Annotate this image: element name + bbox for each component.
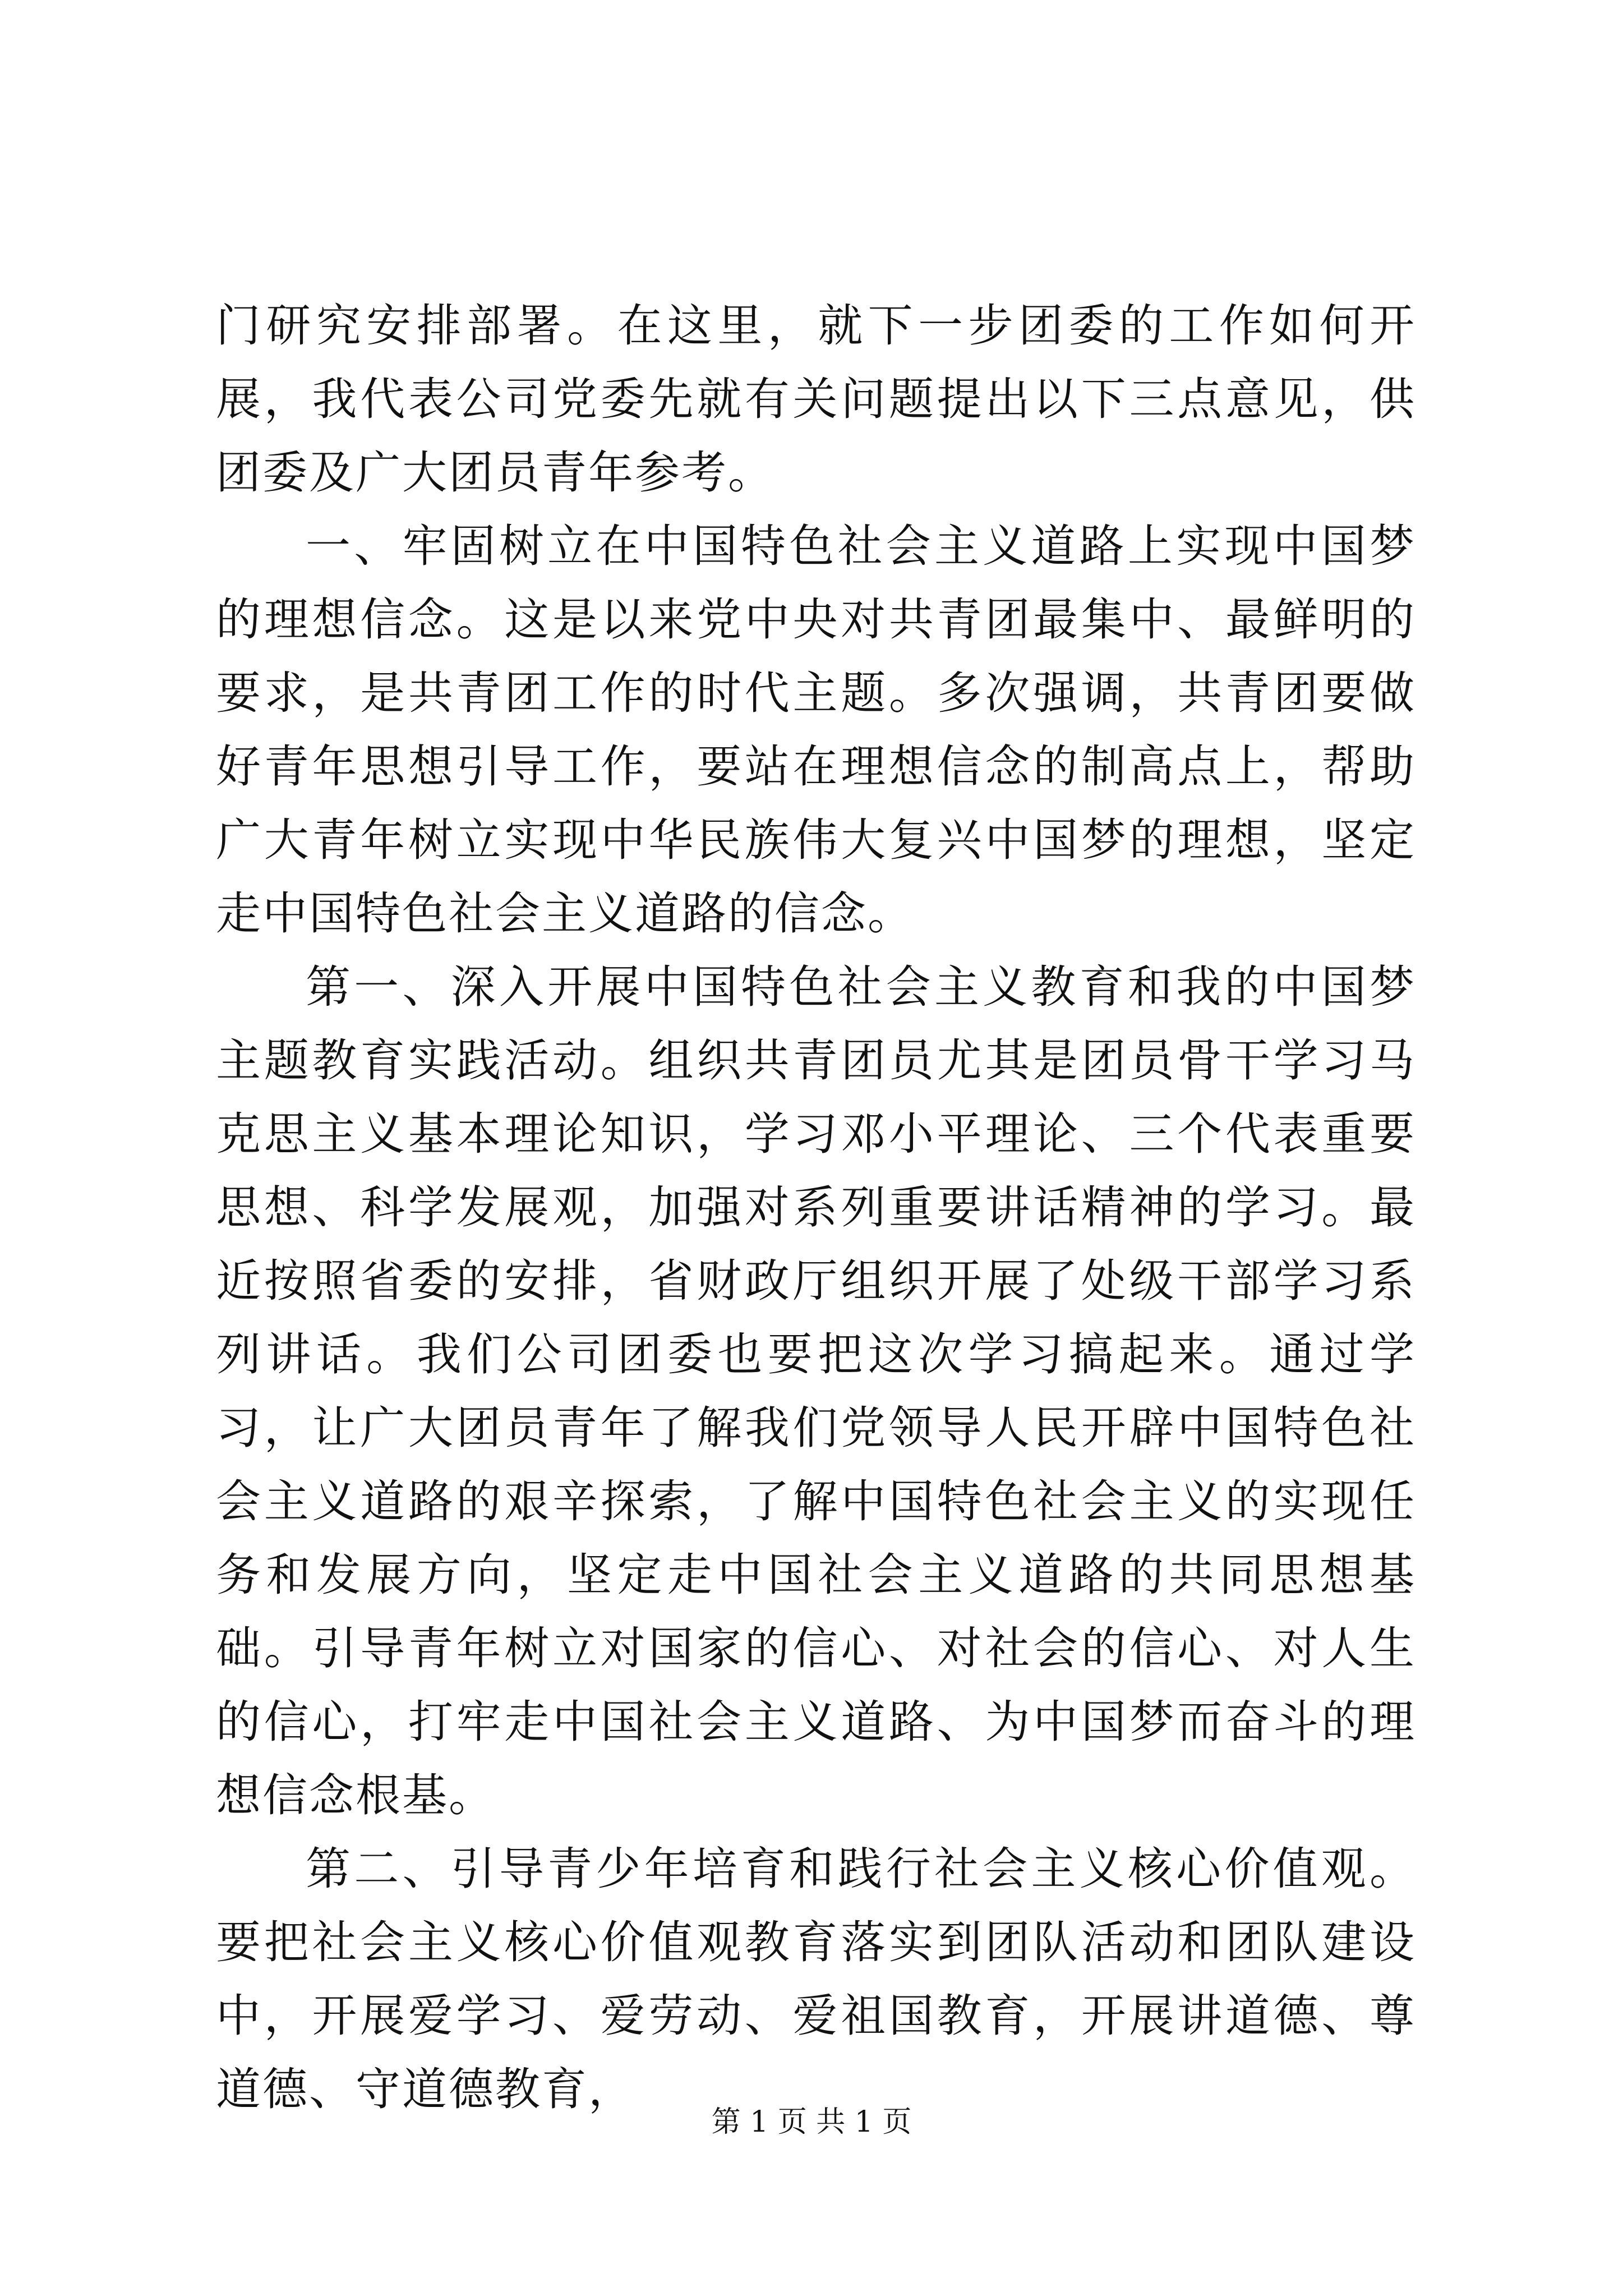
paragraph-first-item: 第一、深入开展中国特色社会主义教育和我的中国梦主题教育实践活动。组织共青团员尤其是团员骨干学习马克思主义基本理论知识，学习邓小平理论、三个代表重要思想、科学发展观，加强对系列重要讲话精神的学习。最近按照省委的安排，省财政厅组织开展了处级干部学习系列讲话。我们公司团委也要把这次学习搞起来。通过学习，让广大团员青年了解我们党领导人民开辟中国特色社会主义道路的艰辛探索，了解中国特色社会主义的实现任务和发展方向，坚定走中国社会主义道路的共同思想基础。引导青年树立对国家的信心、对社会的信心、对人生的信心，打牢走中国社会主义道路、为中国梦而奋斗的理想信念根基。 <box>216 961 1416 1821</box>
paragraph-continuation: 门研究安排部署。在这里，就下一步团委的工作如何开展，我代表公司党委先就有关问题提出以下三点意见，供团委及广大团员青年参考。 <box>216 300 1416 499</box>
paragraph-point-one: 一、牢固树立在中国特色社会主义道路上实现中国梦的理想信念。这是以来党中央对共青团最集中、最鲜明的要求，是共青团工作的时代主题。多次强调，共青团要做好青年思想引导工作，要站在理想信念的制高点上，帮助广大青年树立实现中华民族伟大复兴中国梦的理想，坚定走中国特色社会主义道路的信念。 <box>216 520 1416 940</box>
page-footer: 第 1 页 共 1 页 <box>711 2105 912 2139</box>
document-body <box>216 289 1416 2126</box>
paragraph-second-item: 第二、引导青少年培育和践行社会主义核心价值观。要把社会主义核心价值观教育落实到团队活动和团队建设中，开展爱学习、爱劳动、爱祖国教育，开展讲道德、尊道德、守道德教育， <box>216 1843 1416 2115</box>
